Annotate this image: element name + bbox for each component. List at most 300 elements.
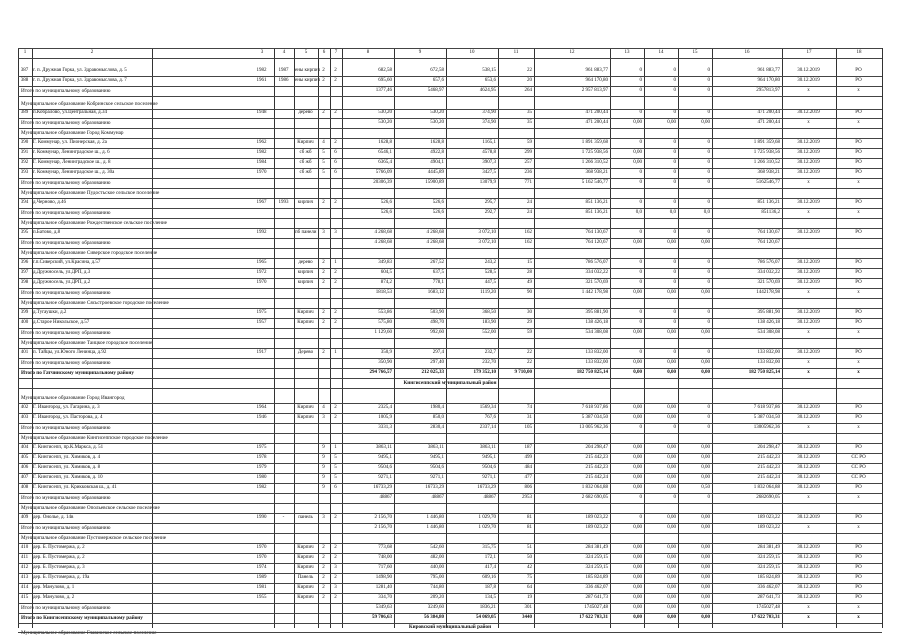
table-cell: 0,00 [701,370,710,375]
total-row [18,178,882,188]
table-cell: 1990 [256,515,267,520]
table-row [18,463,882,473]
table-cell: 9 710,00 [514,370,532,375]
table-cell: РО [855,200,862,205]
table-row [18,593,882,603]
table-cell: 5 [334,475,337,480]
table-cell: кирпич [297,270,314,275]
table-cell: 182 750 825,14 [576,370,608,375]
table-row [18,553,882,563]
table-cell: 5 [334,465,337,470]
table-cell: 0,00 [701,615,710,620]
section-label: Муниципальное образование Кобринское сельское поселение [21,101,158,107]
table-cell: 42 [527,565,532,570]
table-cell: 2 [334,515,337,520]
table-cell: 162 [524,240,532,245]
table-cell: 396 [20,260,29,265]
table-cell: 402 [20,405,29,410]
table-cell: Кирпич [297,555,314,560]
table-cell: 482,00 [430,555,444,560]
grid-hline [18,523,882,524]
table-cell: 0,00 [667,445,676,450]
table-cell: Г. Кингисепп, ул. Крикковская ш., д. 41 [33,485,117,490]
table-cell: х [807,425,810,430]
table-cell: 9 [322,485,325,490]
table-cell: 6365,4 [378,160,392,165]
table-cell: 19 [527,595,532,600]
table-cell: 534 308,08 [585,330,608,335]
table-cell: 0 [707,88,710,93]
table-cell: 2 [322,200,325,205]
section-heading [18,433,882,443]
table-cell: 215 442,23 [585,455,608,460]
table-cell: 1 266 310,52 [753,160,780,165]
table-cell: 0,00 [701,455,710,460]
column-number: 8 [366,50,370,55]
table-cell: 1979 [256,465,267,470]
grid-hline [18,413,882,414]
grid-hline [18,268,882,269]
table-cell: РО [855,405,862,410]
table-cell: РО [855,555,862,560]
table-cell: 336 462,07 [757,585,780,590]
table-cell: 0 [707,180,710,185]
table-cell: 538,15 [482,68,496,73]
table-cell: 534 308,08 [757,330,780,335]
table-cell: 134,5 [484,595,496,600]
table-cell: 30.12.2019 [797,260,820,265]
table-cell: РО [855,565,862,570]
table-cell: 15900,89 [425,180,444,185]
table-cell: г. п. Дружная Горка, ул. Здравомыслова, д. 5 [33,68,127,73]
table-cell: 5 [322,160,325,165]
table-cell: 324 259,15 [585,565,608,570]
table-cell: 1 725 938,56 [581,150,608,155]
table-cell: 764 130,67 [757,230,780,235]
table-cell: 795,00 [430,575,444,580]
table-row [18,148,882,158]
table-cell: 189 023,22 [585,525,608,530]
table-cell: 0,00 [633,445,642,450]
table-cell: г. Коммунар, Ленинградское ш., д. 6 [33,150,110,155]
table-cell: 3249,60 [427,605,444,610]
grid-vline [882,48,883,628]
table-cell: 297,40 [430,360,444,365]
table-cell: 403 [20,415,29,420]
table-cell: 390 [20,140,29,145]
table-cell: 0,00 [633,405,642,410]
total-label: Итого по муниципальному образованию [21,210,111,216]
section-label: Муниципальное образование Кингисеппское городское поселение [21,435,168,441]
table-cell: 30.12.2019 [797,475,820,480]
table-row [18,413,882,423]
table-cell: х [857,120,860,125]
table-cell: 748,00 [378,555,392,560]
table-cell: 212 025,33 [421,370,444,375]
table-cell: 17 622 703,31 [751,615,780,620]
table-cell: 851 136,21 [585,200,608,205]
table-cell: 764 120,67 [757,240,780,245]
table-cell: д.Тугаушки, д.2 [33,310,67,315]
table-cell: 0,00 [667,240,676,245]
table-cell: 162 [524,230,532,235]
table-cell: х [807,88,810,93]
table-cell: 30.12.2019 [797,565,820,570]
table-cell: х [857,525,860,530]
table-cell: 0,00 [667,455,676,460]
table-cell: 0,00 [667,465,676,470]
table-cell: 0,00 [667,290,676,295]
table-cell: 0,00 [701,585,710,590]
table-cell: 0,00 [667,330,676,335]
table-cell: 408 [20,485,29,490]
table-cell: 9 [322,455,325,460]
grid-hline [18,48,882,49]
total-label: Итого по муниципальному образованию [21,180,111,186]
total-row [18,523,882,533]
table-cell: РО [855,170,862,175]
table-cell: 30.12.2019 [797,200,820,205]
table-cell: 30.12.2019 [797,140,820,145]
table-cell: СС РО [851,475,866,480]
table-cell: 297,4 [432,350,444,355]
table-cell: 0,00 [633,290,642,295]
table-cell: 324 259,15 [757,565,780,570]
table-cell: РО [855,230,862,235]
table-cell: 2 [334,78,337,83]
table-cell: 6 [334,150,337,155]
table-cell: 215 442,24 [757,475,780,480]
table-cell: 1 [334,350,337,355]
table-cell: 29 [527,320,532,325]
table-cell: 0 [707,200,710,205]
table-cell: 30.12.2019 [797,150,820,155]
table-cell: 209,20 [430,595,444,600]
table-cell: 410 [20,545,29,550]
table-cell: 778,1 [432,280,444,285]
table-cell: 24 [527,200,532,205]
table-cell: 321 570,69 [585,280,608,285]
table-cell: 0 [707,405,710,410]
table-cell: 1980 [256,475,267,480]
table-cell: 1972 [256,270,267,275]
table-cell: 5 387 034,50 [753,415,780,420]
table-cell: 1569,34 [479,405,496,410]
table-cell: 1980,4 [430,405,444,410]
table-cell: 0 [707,350,710,355]
table-cell: 9495,1 [430,455,444,460]
table-row [18,158,882,168]
total-row [18,288,882,298]
table-cell: 575,80 [378,320,392,325]
table-cell: 287 641,73 [585,595,608,600]
table-cell: - [282,515,285,520]
table-cell: 2325,4 [378,405,392,410]
table-cell: 30.12.2019 [797,555,820,560]
table-cell: 767,6 [484,415,496,420]
table-cell: 7 618 937,86 [581,405,608,410]
table-cell: РО [855,415,862,420]
table-cell: 48867 [431,495,444,500]
grid-hline [18,403,882,404]
table-cell: СС РО [851,455,866,460]
total-row [18,238,882,248]
table-row [18,573,882,583]
table-cell: 9504,6 [482,465,496,470]
table-cell: 5349,63 [375,605,392,610]
table-cell: 0 [707,495,710,500]
table-cell: дерево [298,110,313,115]
table-cell: 294 766,57 [369,370,392,375]
table-cell: 2682690,05 [756,495,780,500]
table-cell: РО [855,160,862,165]
table-cell: 394 [20,200,29,205]
table-cell: 0 [673,78,676,83]
table-cell: 1 891 359,68 [581,140,608,145]
table-cell: 6 [334,160,337,165]
table-cell: 2 [322,270,325,275]
table-cell: 874,2 [380,280,392,285]
table-cell: 471 200,44 [757,110,780,115]
table-cell: 0 [707,140,710,145]
table-cell: РО [855,445,862,450]
table-cell: 30.12.2019 [797,515,820,520]
section-heading [18,128,882,138]
table-cell: 30 [527,310,532,315]
table-cell: 0,00 [667,555,676,560]
table-cell: дер. Б. Пустомержа, д. 2 [33,545,85,550]
section-label: Муниципальное образование Сясьстроевское городское поселение [21,300,169,306]
table-cell: 2 [322,320,325,325]
table-cell: 682,58 [378,68,392,73]
table-cell: 9 [322,465,325,470]
table-cell: 0 [707,110,710,115]
table-cell: РО [855,320,862,325]
table-cell: 399 [20,310,29,315]
table-cell: г. п. Дружная Горка, ул. Здравомыслова, д. 7 [33,78,127,83]
table-cell: 0,00 [667,415,676,420]
table-cell: 3 [322,515,325,520]
table-cell: 30.12.2019 [797,585,820,590]
table-cell: 0,00 [667,515,676,520]
table-cell: 0,00 [633,575,642,580]
district-label: Кингисеппский муниципальный район [403,380,497,386]
table-cell: 528,5 [484,270,496,275]
table-cell: дер. Манулово, д. 2 [33,595,75,600]
table-cell: 1377,46 [375,88,392,93]
table-cell: 0,00 [667,565,676,570]
table-cell: 0 [707,310,710,315]
table-cell: 0 [673,280,676,285]
table-cell: 0 [673,260,676,265]
grid-hline [18,613,882,614]
grid-hline [18,318,882,319]
table-cell: 74 [527,405,532,410]
table-cell: 0,0 [635,210,642,215]
table-cell: 1974 [256,565,267,570]
table-cell: 9504,6 [430,465,444,470]
table-cell: 22 [527,68,532,73]
table-cell: 0,00 [633,455,642,460]
table-cell: х [807,615,810,620]
section-label: Муниципальное образование Пустомержское сельское поселение [21,535,167,541]
table-cell: 1281,40 [375,585,392,590]
table-cell: Дерево [297,350,314,355]
grid-hline [18,368,882,369]
table-cell: 1984 [256,160,267,165]
table-cell: 0,00 [667,485,676,490]
table-cell: 56 384,80 [424,615,444,620]
grid-hline [18,278,882,279]
grid-hline [18,238,882,239]
grid-hline [18,258,882,259]
total-row [18,603,882,613]
table-cell: 1 266 310,52 [581,160,608,165]
table-cell: Г. Ивангород, ул. Гагарина, д. 3 [33,405,100,410]
table-row [18,543,882,553]
table-cell: Г. Кингисепп, пр.К.Маркса, д. 51 [33,445,104,450]
table-cell: 5162546,77 [756,180,780,185]
total-label: Итого по муниципальному образованию [21,88,111,94]
table-cell: 530,20 [378,120,392,125]
table-cell: 406 [20,465,29,470]
table-cell: 0 [707,425,710,430]
grid-hline [18,109,882,110]
table-cell: Кирпич [297,405,314,410]
table-cell: 0 [707,415,710,420]
table-cell: Кирпич [297,545,314,550]
table-cell: 7 618 937,86 [753,405,780,410]
table-cell: 0 [673,350,676,355]
table-cell: 388 [20,78,29,83]
table-cell: 295,7 [484,200,496,205]
table-cell: РО [855,280,862,285]
table-cell: 30.12.2019 [797,170,820,175]
total-label: Итого по муниципальному образованию [21,120,111,126]
table-cell: 5 [334,455,337,460]
table-cell: 0,00 [633,360,642,365]
grid-hline [18,118,882,119]
grid-hline [18,76,882,77]
grid-hline [18,453,882,454]
grid-hline [18,388,882,389]
grid-hline [18,198,882,199]
table-cell: 0 [707,270,710,275]
table-cell: х [857,330,860,335]
total-label: Итого по муниципальному образованию [21,495,111,501]
table-cell: х [857,425,860,430]
grid-hline [18,378,882,379]
total-label: Итого по Кингисеппскому муниципальному району [21,615,143,621]
grid-hline [18,138,882,139]
table-cell: 786 576,07 [585,260,608,265]
table-row [18,443,882,453]
table-cell: 412 [20,565,29,570]
table-cell: 2 682 690,05 [581,495,608,500]
table-cell: 806 [524,485,532,490]
grid-hline [18,573,882,574]
table-cell: 16733,29 [477,485,496,490]
table-cell: 0,00 [667,545,676,550]
table-cell: 672,58 [430,68,444,73]
column-number: 10 [469,50,475,55]
table-cell: 0 [673,140,676,145]
table-cell: 189 023,22 [585,515,608,520]
table-cell: 16733,29 [425,485,444,490]
table-cell: 6 [334,485,337,490]
table-cell: РО [855,68,862,73]
table-cell: 334,70 [378,595,392,600]
table-cell: 257 [524,160,532,165]
table-cell: 3 [334,230,337,235]
table-cell: 1993 [278,200,289,205]
section-heading [18,218,882,228]
table-cell: 133 832,00 [757,350,780,355]
section-label: Муниципальное образование Город Ивангород [21,395,125,401]
table-cell: 1442178,98 [756,290,780,295]
table-cell: 284 381,49 [585,545,608,550]
table-cell: 0 [673,320,676,325]
table-row [18,318,882,328]
total-row [18,493,882,503]
grid-hline [18,553,882,554]
table-cell: 3 [334,565,337,570]
table-cell: РО [855,350,862,355]
table-cell: Г. Кингисепп, ул. Химиков, д. 4 [33,455,101,460]
table-cell: 1836,21 [479,605,496,610]
table-cell: 0 [673,180,676,185]
total-label: Итого по Гатчинскому муниципальному району [21,370,134,376]
table-cell: х [857,615,860,620]
table-cell: 0,00 [633,160,642,165]
table-cell: 411 [20,555,29,560]
table-cell: дер. Б. Пустомержа, д. 19а [33,575,90,580]
table-cell: 5 [322,150,325,155]
table-cell: 387 [20,68,29,73]
table-cell: 236 [524,170,532,175]
table-cell: 961 883,77 [585,68,608,73]
table-cell: 59 706,63 [372,615,392,620]
table-cell: 9504,6 [378,465,392,470]
table-cell: ены кирпич [295,68,320,73]
table-cell: 5 162 546,77 [581,180,608,185]
table-cell: 1628,8 [378,140,392,145]
table-cell: 526,6 [432,200,444,205]
table-cell: дерево [298,260,313,265]
grid-hline [18,483,882,484]
grid-hline [18,188,882,189]
grid-hline [18,86,882,87]
table-cell: 0 [673,495,676,500]
table-row [18,138,882,148]
column-number: 1 [23,50,27,55]
table-cell: 552,00 [482,330,496,335]
table-cell: 1 832 064,88 [581,485,608,490]
grid-hline [18,208,882,209]
table-cell: 0 [639,270,642,275]
table-cell: 368 938,21 [585,170,608,175]
table-cell: РО [855,485,862,490]
table-cell: 31 [527,415,532,420]
table-cell: 1683,12 [427,290,444,295]
table-cell: 20 [527,78,532,83]
table-cell: 0 [639,170,642,175]
table-cell: 4922,8 [430,150,444,155]
table-cell: 0 [707,170,710,175]
footer-section-label: Муниципальное образование Главинское сельское поселение [21,630,157,636]
table-cell: 0,00 [633,545,642,550]
column-number-row [18,48,882,58]
